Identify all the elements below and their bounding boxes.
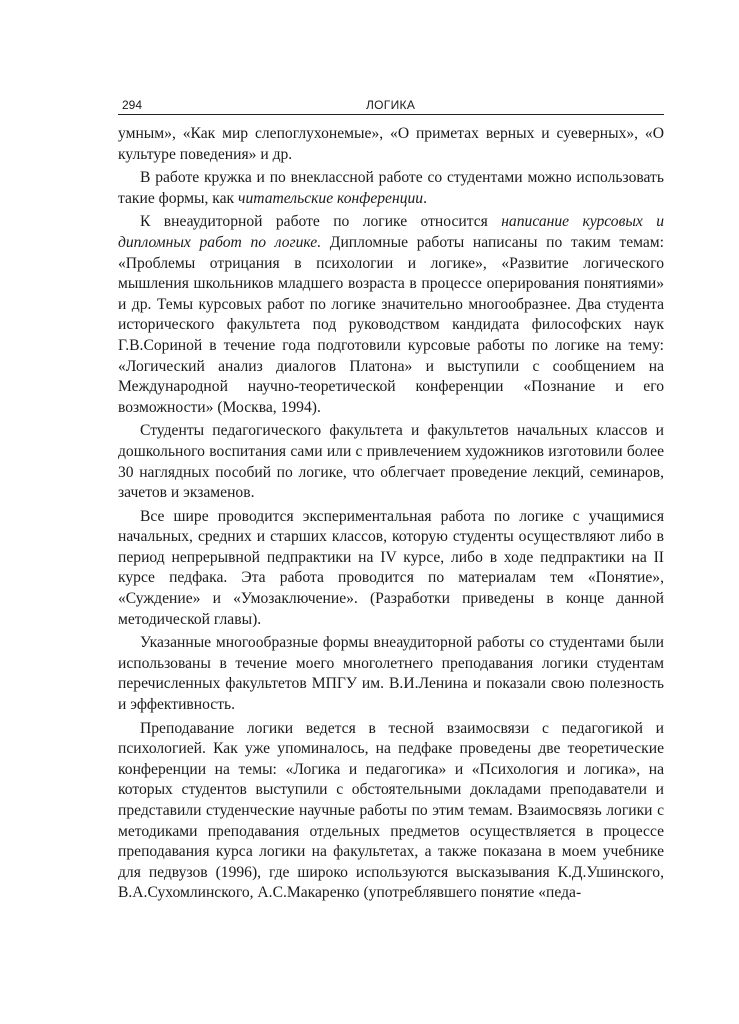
paragraph-4-text: Студенты педагогического факультета и факультетов начальных классов и дошкольного воспитания сами или с привлечением художников изготовили более 30 наглядных пособий по логике, что облегчает проведение лекций, семинаров, зачетов и экзаменов. [118,422,664,502]
running-title: ЛОГИКА [366,98,416,112]
paragraph-3-emphasis: написание курсовых и дипломных работ по логике. [118,213,664,251]
body-text [118,124,664,907]
paragraph-7-text: Преподавание логики ведется в тесной взаимосвязи с педагогикой и психологией. Как уже упоминалось, на педфаке проведены две теоретические конференции на темы: «Логика и педагогика» и «Психология и логика», на которых студентов выступили с обстоятельными докладами преподаватели и представили студенческие научные работы по этим темам. Взаимосвязь логики с методиками преподавания отдельных предметов осуществляется в процессе преподавания курса логики на факультетах, а также показана в моем учебнике для педвузов (1996), где широко используются высказывания К.Д.Ушинского, В.А.Сухомлинского, А.С.Макаренко (употреблявшего понятие «педа- [118,719,664,902]
page-number: 294 [122,98,143,112]
paragraph-2-tail: . [423,189,427,207]
paragraph-2 [118,168,664,209]
paragraph-2-emphasis: читательские конференции [238,189,424,207]
paragraph-2-text: В работе кружка и по внеклассной работе со студентами можно использовать такие формы, как [118,169,664,207]
paragraph-5 [118,507,664,631]
paragraph-5-text: Все шире проводится экспериментальная работа по логике с учащимися начальных, средних и старших классов, которую студенты осуществляют либо в период непрерывной педпрактики на IV курсе, либо в ходе педпрактики на II курсе педфака. Эта работа проводится по материалам тем «Понятие», «Суждение» и «Умозаключение». (Разработки приведены в конце данной методической главы). [118,507,664,628]
paragraph-3 [118,212,664,418]
paragraph-1 [118,124,664,165]
paragraph-6 [118,633,664,715]
paragraph-1-text: умным», «Как мир слепоглухонемые», «О приметах верных и суеверных», «О культуре поведения» и др. [118,125,664,163]
paragraph-4 [118,421,664,503]
running-header [118,98,664,115]
paragraph-7 [118,719,664,904]
paragraph-3-text: К внеаудиторной работе по логике относится [140,213,502,231]
paragraph-6-text: Указанные многообразные формы внеаудиторной работы со студентами были использованы в течение моего многолетнего преподавания логики студентам перечисленных факультетов МПГУ им. В.И.Ленина и показали свою полезность и эффективность. [118,634,664,714]
paragraph-3-tail: Дипломные работы написаны по таким темам: «Проблемы отрицания в психологии и логике», «Развитие логического мышления школьников младшего возраста в процессе оперирования понятиями» и др. Темы курсовых работ по логике значительно многообразнее. Два студента исторического факультета под руководством кандидата философских наук Г.В.Сориной в течение года подготовили курсовые работы по логике на тему: «Логический анализ диалогов Платона» и выступили с сообщением на Международной научно-теоретической конференции «Познание и его возможности» (Москва, 1994). [118,233,664,416]
